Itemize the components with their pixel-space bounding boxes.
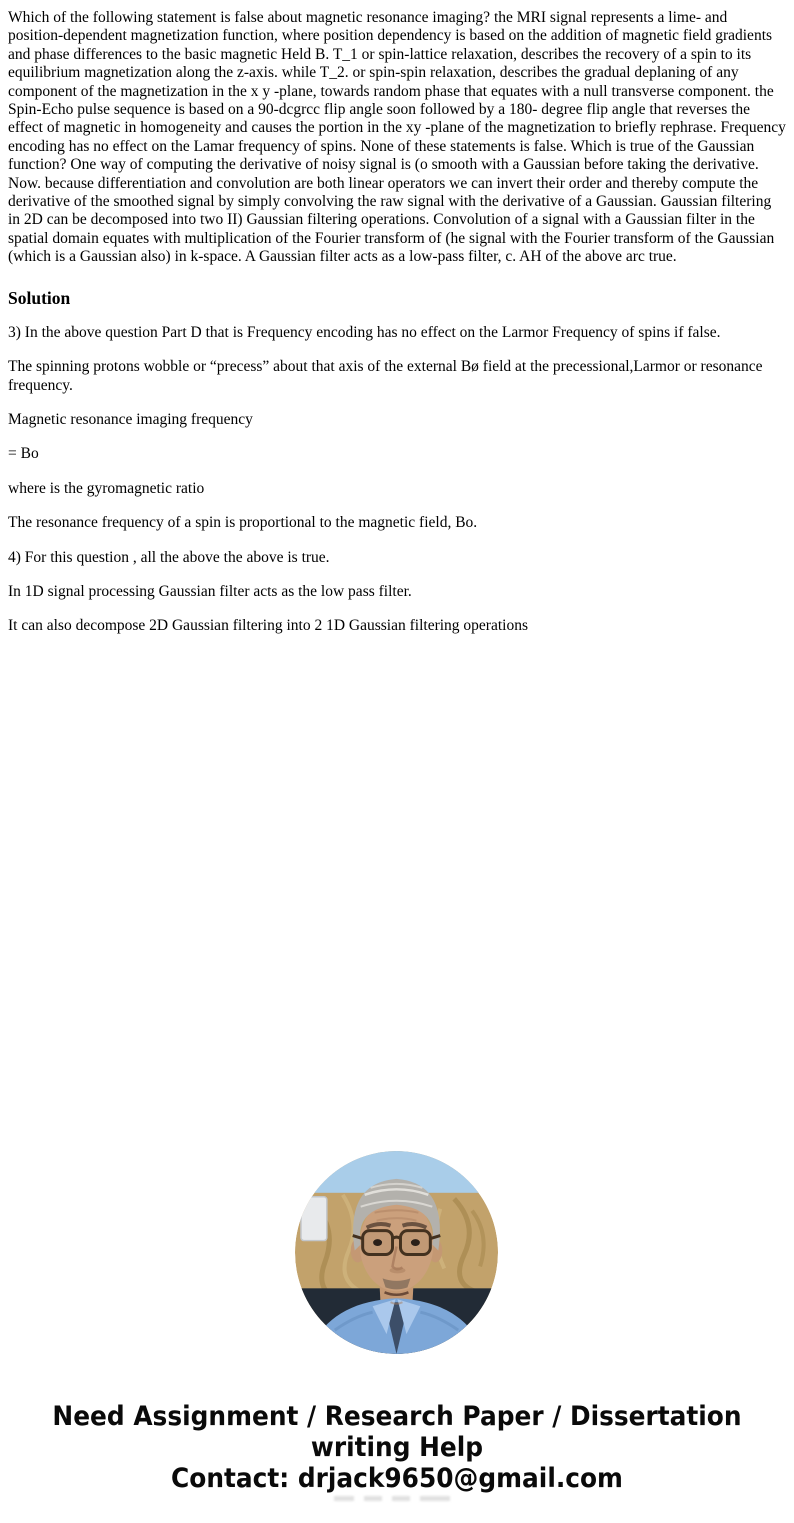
solution-paragraph: 3) In the above question Part D that is Frequency encoding has no effect on the Larmor Frequency of spins if false. bbox=[8, 323, 721, 341]
tutor-avatar bbox=[295, 1151, 498, 1354]
solution-paragraph: The resonance frequency of a spin is proportional to the magnetic field, Bo. bbox=[8, 514, 478, 532]
watermark-fragment bbox=[392, 1496, 410, 1501]
contact-line: Contact: drjack9650@gmail.com bbox=[171, 1463, 623, 1494]
watermark-fragment bbox=[420, 1496, 450, 1501]
tutor-photo-illustration bbox=[295, 1151, 498, 1354]
solution-paragraph: Magnetic resonance imaging frequency bbox=[8, 410, 253, 428]
promo-heading-line2: writing Help bbox=[310, 1432, 484, 1463]
blurred-watermark bbox=[334, 1496, 450, 1501]
solution-paragraph: = Bo bbox=[8, 445, 39, 463]
document-page bbox=[0, 0, 794, 636]
question-paragraph: Which of the following statement is false about magnetic resonance imaging? the MRI signal represents a lime- and position-dependent magnetization function, where position dependency is based on the addition of magnetic field gradients and phase differences to the basic magnetic Held B. T_1 or spin-lattice relaxation, describes the recovery of a spin to its equilibrium magnetization along the z-axis. while T_2. or spin-spin relaxation, describes the gradual deplaning of any component of the magnetization in the x y -plane, towards random phase that equates with a null transverse component. the Spin-Echo pulse sequence is based on a 90-dcgrcc flip angle soon followed by a 180- degree flip angle that reverses the effect of magnetic in homogeneity and causes the portion in the xy -plane of the magnetization to briefly rephrase. Frequency encoding has no effect on the Lamar frequency of spins. None of these statements is false. Which is true of the Gaussian function? One way of computing the derivative of noisy signal is (o smooth with a Gaussian before taking the derivative. Now. because differentiation and convolution are both linear operators we can invert their order and thereby compute the derivative of the smoothed signal by simply convolving the raw signal with the derivative of a Gaussian. Gaussian filtering in 2D can be decomposed into two II) Gaussian filtering operations. Convolution of a signal with a Gaussian filter in the spatial domain equates with multiplication of the Fourier transform of (he signal with the Fourier transform of the Gaussian (which is a Gaussian also) in k-space. A Gaussian filter acts as a low-pass filter, c. AH of the above arc true. bbox=[8, 9, 786, 266]
watermark-fragment bbox=[334, 1496, 354, 1501]
solution-paragraph: In 1D signal processing Gaussian filter acts as the low pass filter. bbox=[8, 582, 412, 600]
promo-heading-line1: Need Assignment / Research Paper / Dissertation bbox=[52, 1401, 742, 1432]
watermark-fragment bbox=[364, 1496, 382, 1501]
solution-paragraph: It can also decompose 2D Gaussian filtering into 2 1D Gaussian filtering operations bbox=[8, 617, 528, 635]
promo-heading bbox=[32, 1401, 762, 1494]
solution-paragraph: 4) For this question , all the above the above is true. bbox=[8, 548, 330, 566]
solution-paragraph: The spinning protons wobble or “precess” about that axis of the external Bø field at the precessional,Larmor or resonance frequency. bbox=[8, 358, 763, 394]
solution-heading: Solution bbox=[8, 287, 71, 308]
solution-paragraph: where is the gyromagnetic ratio bbox=[8, 479, 205, 497]
